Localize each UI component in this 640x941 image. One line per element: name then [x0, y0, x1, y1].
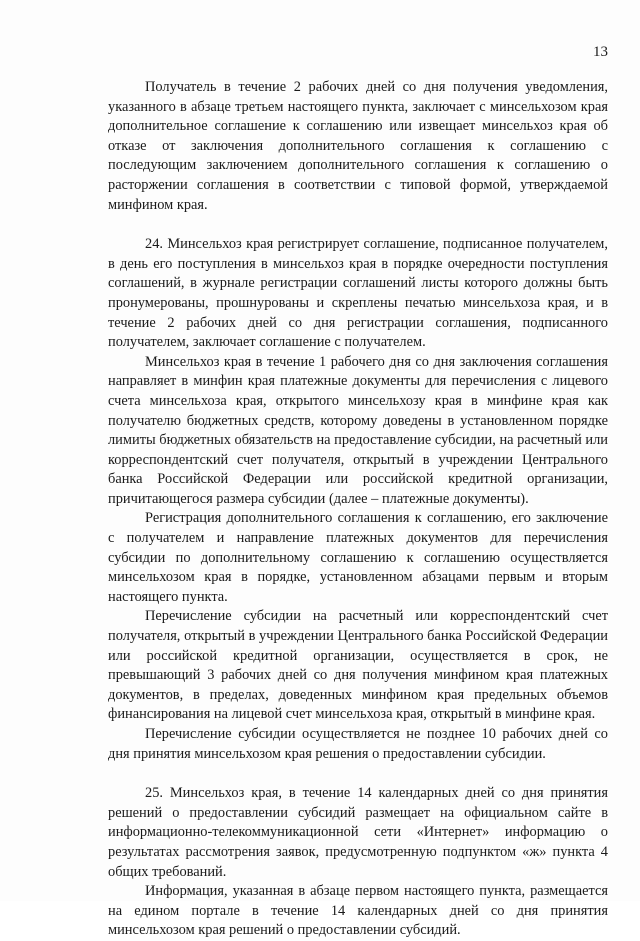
- paragraph-transfer-deadline: Перечисление субсидии осуществляется не позднее 10 рабочих дней со дня принятия минсельхозом края решения о предоставлении субсидии.: [108, 726, 608, 762]
- paragraph-item-24: 24. Минсельхоз края регистрирует соглашение, подписанное получателем, в день его поступления в минсельхоз края в порядке очередности поступления соглашений, в журнале регистрации соглашений листы которого должны быть пронумерованы, прошнурованы и скреплены печатью минсельхоза края, и в течение 2 рабочих дней со дня регистрации соглашения, подписанного получателем, заключает соглашение с получателем.: [108, 236, 608, 351]
- page-number: 13: [593, 44, 608, 60]
- paragraph-portal-info: Информация, указанная в абзаце первом настоящего пункта, размещается на едином портале в течение 14 календарных дней со дня принятия минсельхозом края решений о предоставлении субсидий.: [108, 883, 608, 939]
- document-body: [108, 78, 608, 941]
- paragraph-payment-documents: Минсельхоз края в течение 1 рабочего дня со дня заключения соглашения направляет в минфин края платежные документы для перечисления с лицевого счета минсельхоза края, открытого минсельхозу края в минфине края как получателю бюджетных средств, которому доведены в установленном порядке лимиты бюджетных обязательств на предоставление субсидии, на расчетный или корреспондентский счет получателя, открытый в учреждении Центрального банка Российской Федерации или российской кредитной организации, причитающегося размера субсидии (далее – платежные документы).: [108, 353, 608, 507]
- paragraph-transfer-terms: Перечисление субсидии на расчетный или корреспондентский счет получателя, открытый в учреждении Центрального банка Российской Федерации или российской кредитной организации, осуществляется в срок, не превышающий 3 рабочих дней со дня получения минфином края платежных документов, в пределах, доведенных минфином края предельных объемов финансирования на лицевой счет минсельхоза края, открытый в минфине края.: [108, 608, 608, 723]
- paragraph-item-25: 25. Минсельхоз края, в течение 14 календарных дней со дня принятия решений о предоставлении субсидий размещает на официальном сайте в информационно-телекоммуникационной сети «Интернет» информацию о результатах рассмотрения заявок, предусмотренную подпунктом «ж» пункта 4 общих требований.: [108, 785, 608, 880]
- paragraph-additional-agreement: Регистрация дополнительного соглашения к соглашению, его заключение с получателем и направление платежных документов для перечисления субсидии по дополнительному соглашению к соглашению осуществляется минсельхозом края в порядке, установленном абзацами первым и вторым настоящего пункта.: [108, 510, 608, 605]
- paragraph-recipient-agreement: Получатель в течение 2 рабочих дней со дня получения уведомления, указанного в абзаце третьем настоящего пункта, заключает с минсельхозом края дополнительное соглашение к соглашению или извещает минсельхоз края об отказе от заключения дополнительного соглашения к соглашению с последующим заключением дополнительного соглашения к соглашению о расторжении соглашения в соответствии с типовой формой, утверждаемой минфином края.: [108, 79, 608, 213]
